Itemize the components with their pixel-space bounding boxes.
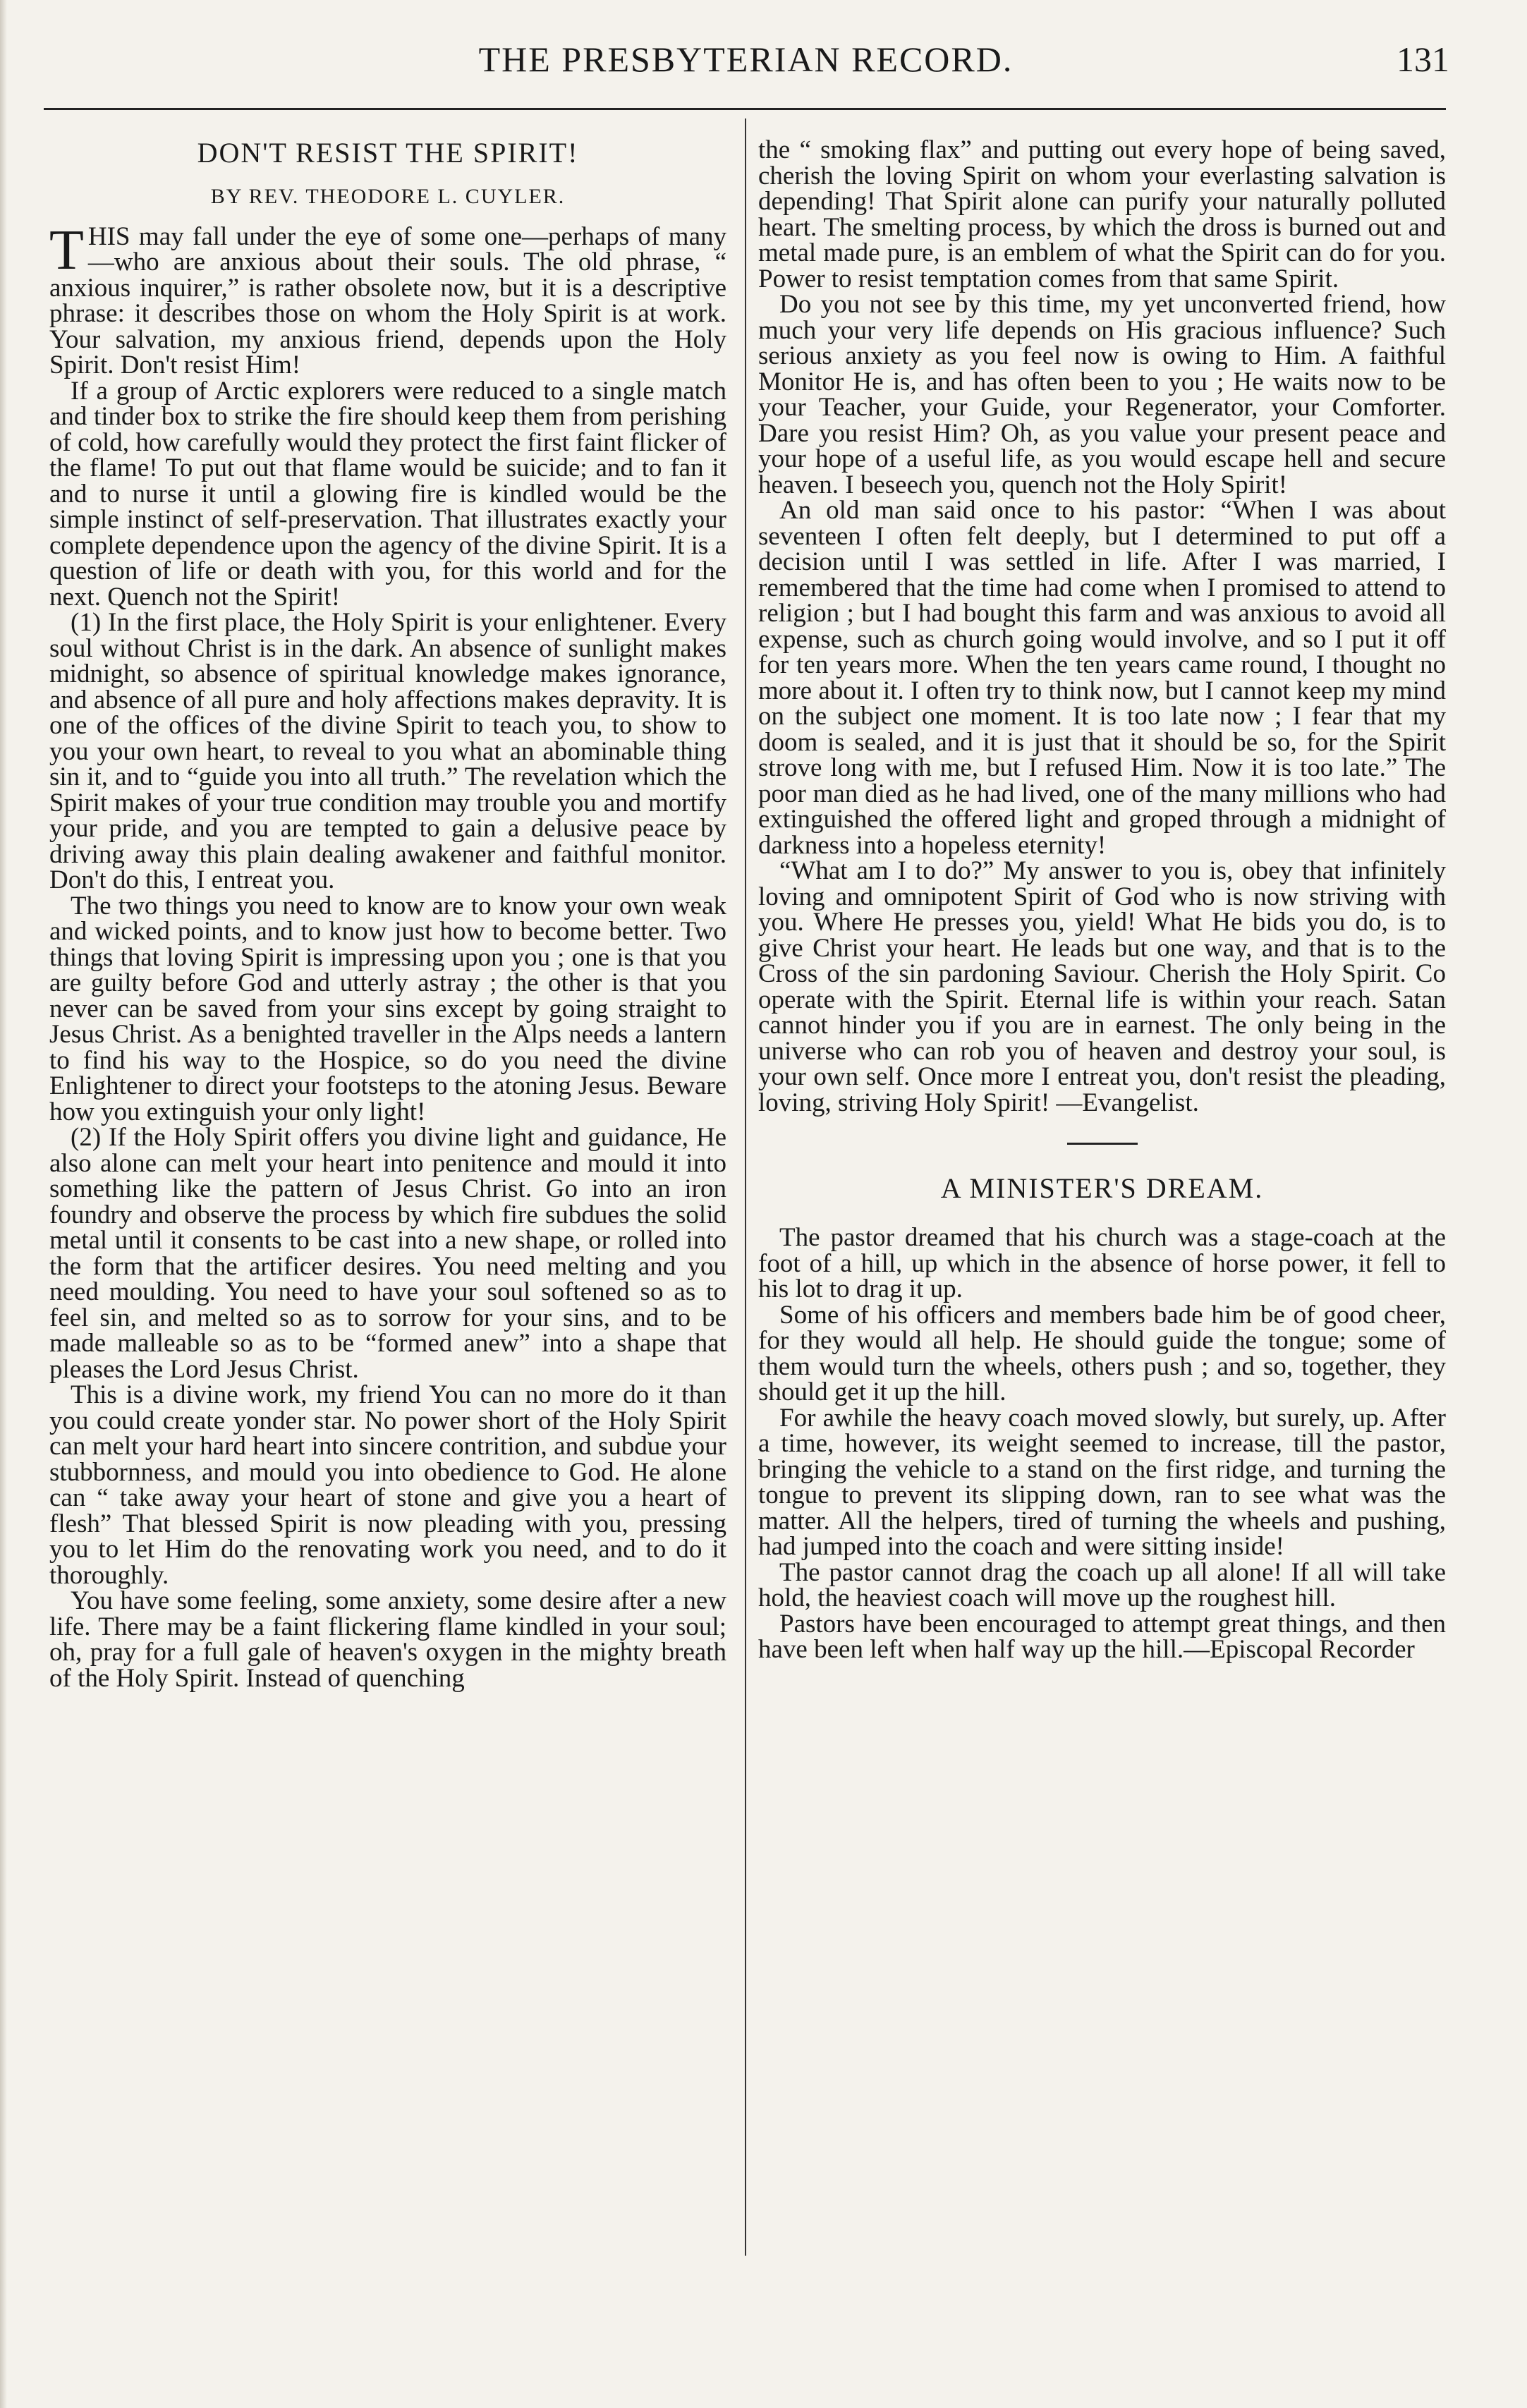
- column-rule: [745, 118, 746, 2256]
- drop-cap: T: [49, 219, 84, 281]
- running-title: THE PRESBYTERIAN RECORD.: [478, 39, 1014, 79]
- article-separator: [1067, 1143, 1138, 1145]
- header-rule: [44, 108, 1446, 110]
- article-paragraph: Do you not see by this time, my yet unconverted friend, how much your very life depends on His gracious influence? Such serious anxiety as you feel now is owing to Him. A faithful Monitor He is, and has often been to you ; He waits now to be your Teacher, your Guide, your Regenerator, your Comforter. Dare you resist Him? Oh, as you value your present peace and your hope of a useful life, as you would escape hell and secure heaven. I beseech you, quench not the Holy Spirit!: [758, 290, 1446, 499]
- article-byline: BY REV. THEODORE L. CUYLER.: [210, 185, 566, 208]
- article-paragraph: You have some feeling, some anxiety, some desire after a new life. There may be a faint flickering flame kindled in your soul; oh, pray for a full gale of heaven's oxygen in the mighty breath of the Holy Spirit. Instead of quenching: [49, 1586, 726, 1693]
- article-paragraph: For awhile the heavy coach moved slowly, but surely, up. After a time, however, its weight seemed to increase, till the pastor, bringing the vehicle to a stand on the first ridge, and turning the tongue to prevent its slipping down, ran to see what was the matter. All the helpers, tired of turning the wheels and pushing, had jumped into the coach and were sitting inside!: [758, 1403, 1446, 1561]
- article-paragraph: An old man said once to his pastor: “When I was about seventeen I often felt deeply, but I determined to put off a decision until I was settled in life. After I was married, I remembered that the time had come when I promised to attend to religion ; but I had bought this farm and was anxious to avoid all expense, such as church going would involve, and so I put it off for ten years more. When the ten years came round, I thought no more about it. I often try to think now, but I cannot keep my mind on the subject one moment. It is too late now ; I fear that my doom is sealed, and it is just that it should be so, for the Spirit strove long with me, but I refused Him. Now it is too late.” The poor man died as he had lived, one of the many millions who had extinguished the offered light and groped through a midnight of darkness into a hopeless eternity!: [758, 496, 1446, 860]
- article-paragraph: The pastor cannot drag the coach up all alone! If all will take hold, the heaviest coach will move up the roughest hill.: [758, 1557, 1446, 1612]
- article-paragraph: This is a divine work, my friend You can no more do it than you could create yonder star. No power short of the Holy Spirit can melt your hard heart into sincere contrition, and subdue your stubbornness, and mould you into obedience to God. He alone can “ take away your heart of stone and give you a heart of flesh” That blessed Spirit is now pleading with you, pressing you to let Him do the renovating work you need, and to do it thoroughly.: [49, 1380, 726, 1590]
- left-column: [49, 138, 726, 1691]
- page-number: 131: [1397, 39, 1449, 79]
- binding-edge: [0, 0, 7, 2408]
- running-head: [42, 39, 1449, 88]
- article-paragraph: “What am I to do?” My answer to you is, obey that infinitely loving and omnipotent Spirit of God who is now striving with you. Where He presses you, yield! What He bids you do, is to give Christ your heart. He leads but one way, and that is to the Cross of the sin pardoning Saviour. Cherish the Holy Spirit. Co operate with the Spirit. Eternal life is within your reach. Satan cannot hinder you if you are in earnest. The only being in the universe who can rob you of heaven and destroy your soul, is your own self. Once more I entreat you, don't resist the pleading, loving, striving Holy Spirit! —Evangelist.: [758, 856, 1446, 1117]
- article-paragraph: The two things you need to know are to know your own weak and wicked points, and to know just how to become better. Two things that loving Spirit is impressing upon you ; one is that you are guilty before God and utterly astray ; the other is that you never can be saved from your sins except by going straight to Jesus Christ. As a benighted traveller in the Alps needs a lantern to find his way to the Hospice, so do you need the divine Enlightener to direct your footsteps to the atoning Jesus. Beware how you extinguish your only light!: [49, 891, 726, 1126]
- article-paragraph: Some of his officers and members bade him be of good cheer, for they would all help. He should guide the tongue; some of them would turn the wheels, others push ; and so, together, they should get it up the hill.: [758, 1300, 1446, 1406]
- article-paragraph: (1) In the first place, the Holy Spirit is your enlightener. Every soul without Christ is in the dark. An absence of sunlight makes midnight, so absence of spiritual knowledge makes ignorance, and absence of all pure and holy affections makes depravity. It is one of the offices of the divine Spirit to teach you, to show to you your own heart, to reveal to you what an abominable thing sin it, and to “guide you into all truth.” The revelation which the Spirit makes of your true condition may trouble you and mortify your pride, and you are tempted to gain a delusive peace by driving away this plain dealing awakener and faithful monitor. Don't do this, I entreat you.: [49, 608, 726, 894]
- article-paragraph: The pastor dreamed that his church was a stage-coach at the foot of a hill, up which in the absence of horse power, it fell to his lot to drag it up.: [758, 1223, 1446, 1303]
- article-paragraph: the “ smoking flax” and putting out every hope of being saved, cherish the loving Spirit on whom your everlasting salvation is depending! That Spirit alone can purify your naturally polluted heart. The smelting process, by which the dross is burned out and metal made pure, is an emblem of what the Spirit can do for you. Power to resist temptation comes from that same Spirit.: [758, 135, 1446, 293]
- article-title: A MINISTER'S DREAM.: [940, 1172, 1264, 1204]
- paragraph-text: HIS may fall under the eye of some one—perhaps of many—who are anxious about their souls. The old phrase, “ anxious inquirer,” is rather obsolete now, but it is a descriptive phrase: it describes those on whom the Holy Spirit is at work. Your salvation, my anxious friend, depends upon the Holy Spirit. Don't resist Him!: [49, 221, 726, 379]
- article-paragraph: [49, 219, 726, 379]
- right-column: [758, 135, 1446, 1664]
- article-title: DON'T RESIST THE SPIRIT!: [197, 137, 579, 169]
- article-paragraph: If a group of Arctic explorers were reduced to a single match and tinder box to strike the fire should keep them from perishing of cold, how carefully would they protect the first faint flicker of the flame! To put out that flame would be suicide; and to fan it and to nurse it until a glowing fire is kindled would be the simple instinct of self-preservation. That illustrates exactly your complete dependence upon the agency of the divine Spirit. It is a question of life or death with you, for this world and for the next. Quench not the Spirit!: [49, 376, 726, 612]
- article-paragraph: (2) If the Holy Spirit offers you divine light and guidance, He also alone can melt your heart into penitence and mould it into something like the pattern of Jesus Christ. Go into an iron foundry and observe the process by which fire subdues the solid metal until it consents to be cast into a new shape, or rolled into the form that the artificer desires. You need melting and you need moulding. You need to have your soul softened so as to feel sin, and melted so as to sorrow for your sins, and to be made malleable so as to be “formed anew” into a shape that pleases the Lord Jesus Christ.: [49, 1123, 726, 1384]
- article-paragraph: Pastors have been encouraged to attempt great things, and then have been left when half way up the hill.—Episcopal Recorder: [758, 1609, 1446, 1664]
